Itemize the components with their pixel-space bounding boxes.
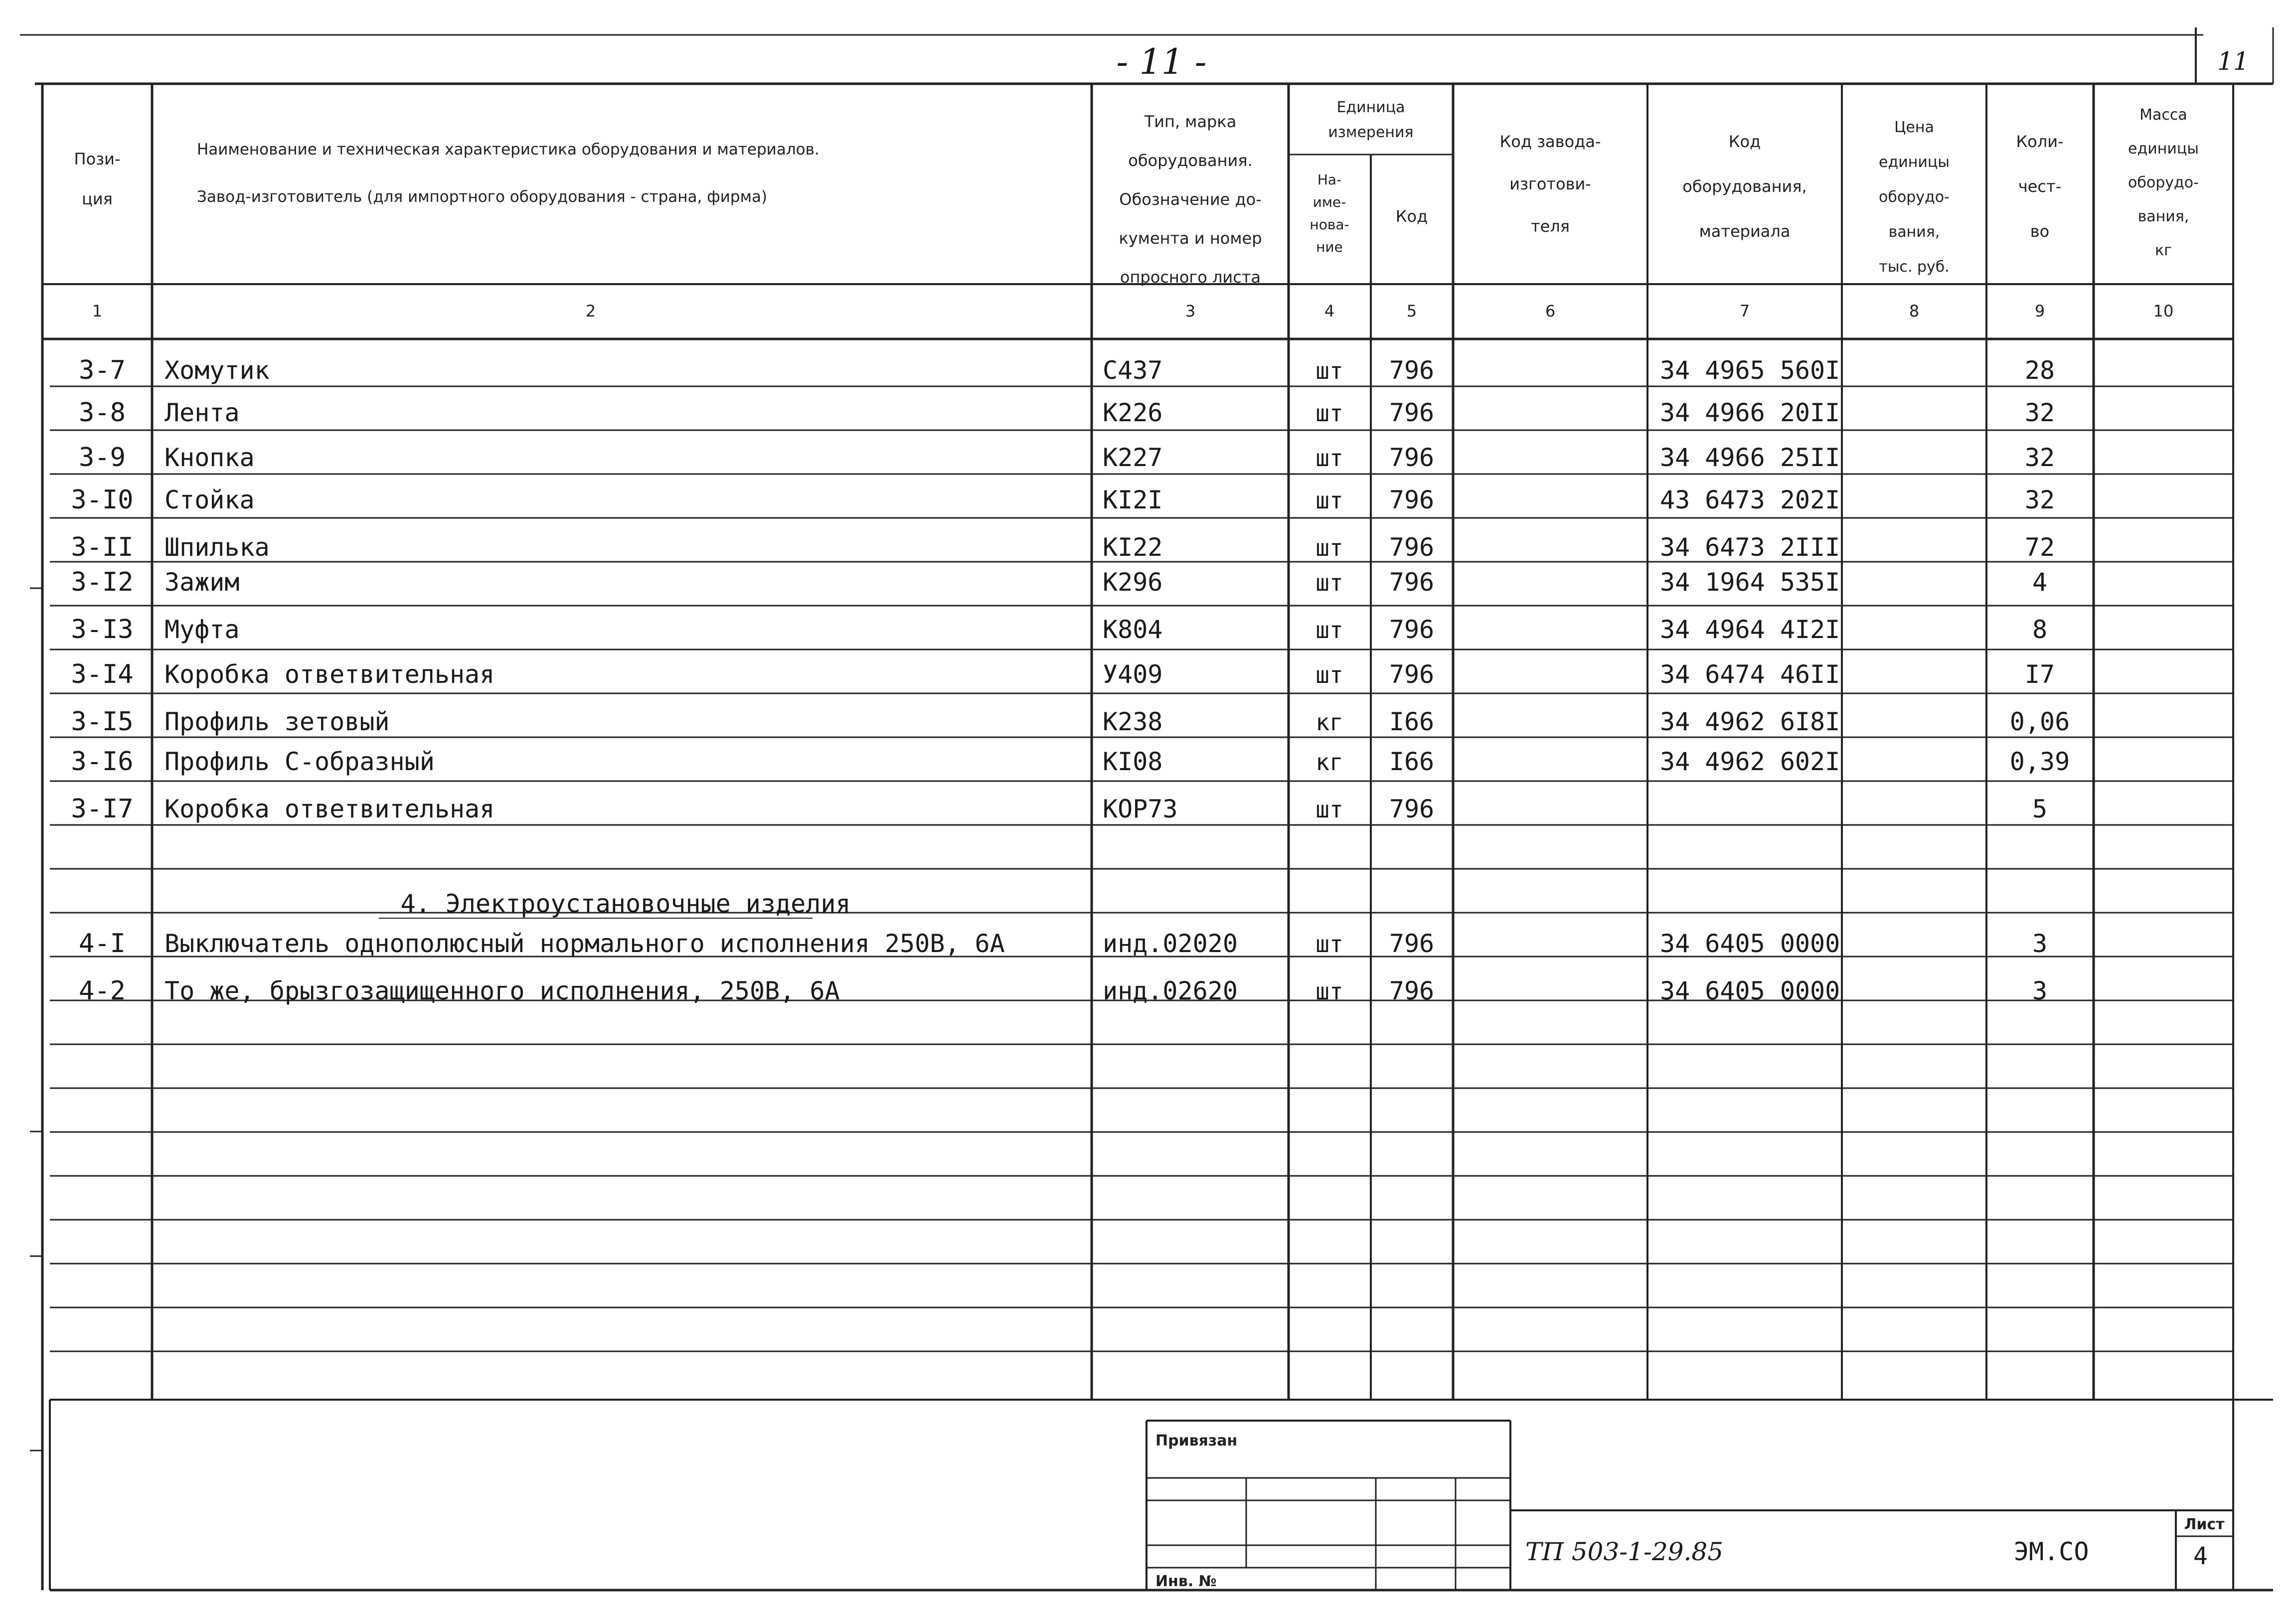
header-equipment-code: Код (1728, 132, 1761, 151)
row-equipment-code: 34 4962 6I8I (1660, 707, 1840, 736)
row-unit: шт (1315, 357, 1343, 384)
row-name: Муфта (164, 615, 240, 644)
row-unit: кг (1315, 709, 1343, 736)
header-type: кумента и номер (1119, 229, 1262, 248)
table-row (79, 398, 2055, 428)
row-equipment-code: 34 4966 20II (1660, 398, 1840, 427)
row-quantity: 4 (2032, 568, 2048, 597)
row-unit-code: 796 (1389, 443, 1435, 472)
header-type: Тип, марка (1144, 112, 1237, 131)
header-mass: единицы (2128, 140, 2199, 158)
row-name: Выключатель однополюсный нормального исполнения 250В, 6А (164, 929, 1005, 958)
header-factory-code: изготови- (1509, 174, 1591, 193)
row-unit: шт (1315, 796, 1343, 823)
header-equipment-code: материала (1699, 222, 1791, 241)
row-unit-code: 796 (1389, 660, 1435, 689)
row-type: К238 (1103, 707, 1163, 736)
stamp-document-code: ТП 503-1-29.85 (1525, 1537, 1724, 1566)
header-factory-code: теля (1530, 217, 1570, 236)
row-unit-code: 796 (1389, 795, 1435, 823)
header-mass: кг (2155, 242, 2172, 259)
stamp-sheet-label: Лист (2184, 1516, 2225, 1533)
row-position: 3-I6 (71, 747, 134, 777)
table-row (71, 615, 2047, 645)
header-equipment-code: оборудования, (1682, 177, 1807, 196)
row-unit-code: 796 (1389, 356, 1435, 385)
row-equipment-code: 34 6405 0000 (1660, 976, 1840, 1005)
header-quantity: во (2030, 222, 2050, 241)
header-type: опросного листа (1120, 268, 1261, 287)
header-mass: оборудо- (2128, 174, 2199, 191)
row-equipment-code: 34 6473 2III (1660, 533, 1840, 562)
header-quantity: Коли- (2016, 132, 2064, 151)
row-equipment-code: 34 1964 535I (1660, 568, 1840, 597)
row-position: 3-9 (79, 443, 126, 473)
column-number: 4 (1324, 302, 1335, 321)
header-position: Пози- (74, 150, 121, 168)
row-unit: шт (1315, 569, 1343, 596)
column-number: 3 (1185, 302, 1196, 321)
stamp-sheet-code: ЭМ.СО (2014, 1537, 2089, 1566)
row-lines (50, 386, 2233, 1351)
column-number: 2 (585, 302, 596, 321)
row-position: 3-I4 (71, 659, 134, 689)
header-price: вания, (1888, 223, 1940, 241)
row-unit: шт (1315, 931, 1343, 958)
table-row (79, 976, 2047, 1006)
section-title: 4. Электроустановочные изделия (400, 889, 851, 918)
table-row (71, 707, 2070, 737)
column-number: 9 (2034, 302, 2045, 321)
row-quantity: 0,06 (2009, 707, 2070, 736)
header-factory-code: Код завода- (1499, 132, 1601, 151)
row-position: 3-I7 (71, 794, 134, 824)
row-type: С437 (1103, 356, 1163, 385)
row-unit: шт (1315, 445, 1343, 472)
row-name: Профиль зетовый (164, 707, 390, 736)
row-type: инд.02020 (1103, 929, 1238, 958)
header-mass: Масса (2139, 106, 2187, 124)
row-quantity: 32 (2024, 486, 2055, 514)
row-name: Лента (164, 398, 240, 427)
header-unit-group: Единица (1336, 99, 1405, 116)
row-quantity: 72 (2024, 533, 2055, 562)
table-body (71, 355, 2070, 1006)
table-row (79, 929, 2047, 959)
row-unit: шт (1315, 661, 1343, 688)
page-marker: - 11 - (1116, 41, 1207, 82)
row-quantity: 3 (2032, 976, 2048, 1005)
header-unit-name: нова- (1310, 216, 1349, 233)
row-type: КI08 (1103, 747, 1163, 776)
row-unit-code: 796 (1389, 615, 1435, 644)
header-name: Завод-изготовитель (для импортного оборудования - страна, фирма) (197, 188, 768, 206)
row-quantity: 0,39 (2009, 747, 2070, 776)
row-name: Коробка ответвительная (164, 795, 495, 823)
row-unit-code: I66 (1389, 747, 1435, 776)
row-name: Шпилька (164, 533, 270, 562)
row-name: Кнопка (164, 443, 255, 472)
table-row (71, 794, 2047, 824)
row-type: К227 (1103, 443, 1163, 472)
header-quantity: чест- (2018, 177, 2062, 196)
row-position: 3-I5 (71, 707, 134, 737)
row-unit: шт (1315, 534, 1343, 561)
row-type: КI22 (1103, 533, 1163, 562)
row-quantity: 32 (2024, 443, 2055, 472)
column-number: 1 (92, 302, 103, 321)
table-row (71, 659, 2055, 689)
header-unit-group: измерения (1328, 124, 1414, 141)
row-type: К296 (1103, 568, 1163, 597)
row-name: Зажим (164, 568, 240, 597)
stamp-sheet-number: 4 (2193, 1542, 2208, 1570)
row-unit: кг (1315, 749, 1343, 776)
row-name: Профиль С-образный (164, 747, 435, 776)
row-position: 3-I3 (71, 615, 134, 645)
row-unit-code: 796 (1389, 398, 1435, 427)
row-unit: шт (1315, 487, 1343, 514)
header-type: Обозначение до- (1119, 190, 1262, 209)
table-row (79, 443, 2055, 473)
row-type: КI2I (1103, 486, 1163, 514)
row-quantity: I7 (2024, 660, 2055, 689)
header-price: единицы (1879, 154, 1950, 171)
row-position: 3-I0 (71, 485, 134, 515)
table-header (74, 99, 2199, 321)
table-row (79, 355, 2055, 385)
header-mass: вания, (2137, 208, 2189, 225)
row-unit: шт (1315, 978, 1343, 1005)
row-type: инд.02620 (1103, 976, 1238, 1005)
stamp-tied-label: Привязан (1155, 1432, 1238, 1450)
row-type: К804 (1103, 615, 1163, 644)
row-quantity: 32 (2024, 398, 2055, 427)
row-quantity: 8 (2032, 615, 2048, 644)
row-equipment-code: 34 4964 4I2I (1660, 615, 1840, 644)
row-quantity: 5 (2032, 795, 2048, 823)
row-unit-code: I66 (1389, 707, 1435, 736)
column-number: 7 (1739, 302, 1750, 321)
table-row (71, 485, 2055, 515)
row-name: Стойка (164, 486, 255, 514)
row-type: КОР73 (1103, 795, 1178, 823)
header-unit-name: На- (1317, 171, 1342, 188)
row-position: 3-II (71, 532, 134, 562)
header-price: тыс. руб. (1879, 258, 1950, 276)
row-unit: шт (1315, 400, 1343, 427)
corner-sheet-number: 11 (2217, 47, 2249, 76)
header-unit-code: Код (1395, 207, 1428, 226)
row-unit-code: 796 (1389, 976, 1435, 1005)
row-quantity: 28 (2024, 356, 2055, 385)
row-equipment-code: 34 6474 46II (1660, 660, 1840, 689)
row-equipment-code: 34 4962 602I (1660, 747, 1840, 776)
row-unit-code: 796 (1389, 929, 1435, 958)
header-position: ция (82, 189, 113, 208)
column-number: 5 (1406, 302, 1417, 321)
header-price: оборудо- (1879, 188, 1950, 206)
table-row (71, 747, 2070, 777)
row-position: 3-7 (79, 355, 126, 385)
column-number: 6 (1545, 302, 1556, 321)
table-row (71, 532, 2055, 562)
row-equipment-code: 34 6405 0000 (1660, 929, 1840, 958)
header-name: Наименование и техническая характеристика оборудования и материалов. (197, 141, 820, 159)
row-position: 4-2 (79, 976, 126, 1006)
stamp-inventory-label: Инв. № (1155, 1573, 1217, 1590)
row-type: К226 (1103, 398, 1163, 427)
row-type: У409 (1103, 660, 1163, 689)
column-number: 10 (2153, 302, 2174, 321)
row-equipment-code: 34 4966 25II (1660, 443, 1840, 472)
table-row (71, 567, 2047, 597)
row-unit: шт (1315, 617, 1343, 644)
header-unit-name: име- (1312, 194, 1346, 210)
row-equipment-code: 34 4965 560I (1660, 356, 1840, 385)
row-position: 3-I2 (71, 567, 134, 597)
row-unit-code: 796 (1389, 533, 1435, 562)
row-name: Коробка ответвительная (164, 660, 495, 689)
row-name: То же, брызгозащищенного исполнения, 250В, 6А (164, 976, 840, 1005)
header-type: оборудования. (1128, 151, 1253, 170)
row-unit-code: 796 (1389, 568, 1435, 597)
row-unit-code: 796 (1389, 486, 1435, 514)
header-unit-name: ние (1316, 239, 1343, 255)
row-equipment-code: 43 6473 202I (1660, 486, 1840, 514)
row-quantity: 3 (2032, 929, 2048, 958)
header-price: Цена (1894, 119, 1934, 136)
row-position: 3-8 (79, 398, 126, 428)
row-name: Хомутик (164, 356, 270, 385)
column-number: 8 (1909, 302, 1920, 321)
row-position: 4-I (79, 929, 126, 959)
